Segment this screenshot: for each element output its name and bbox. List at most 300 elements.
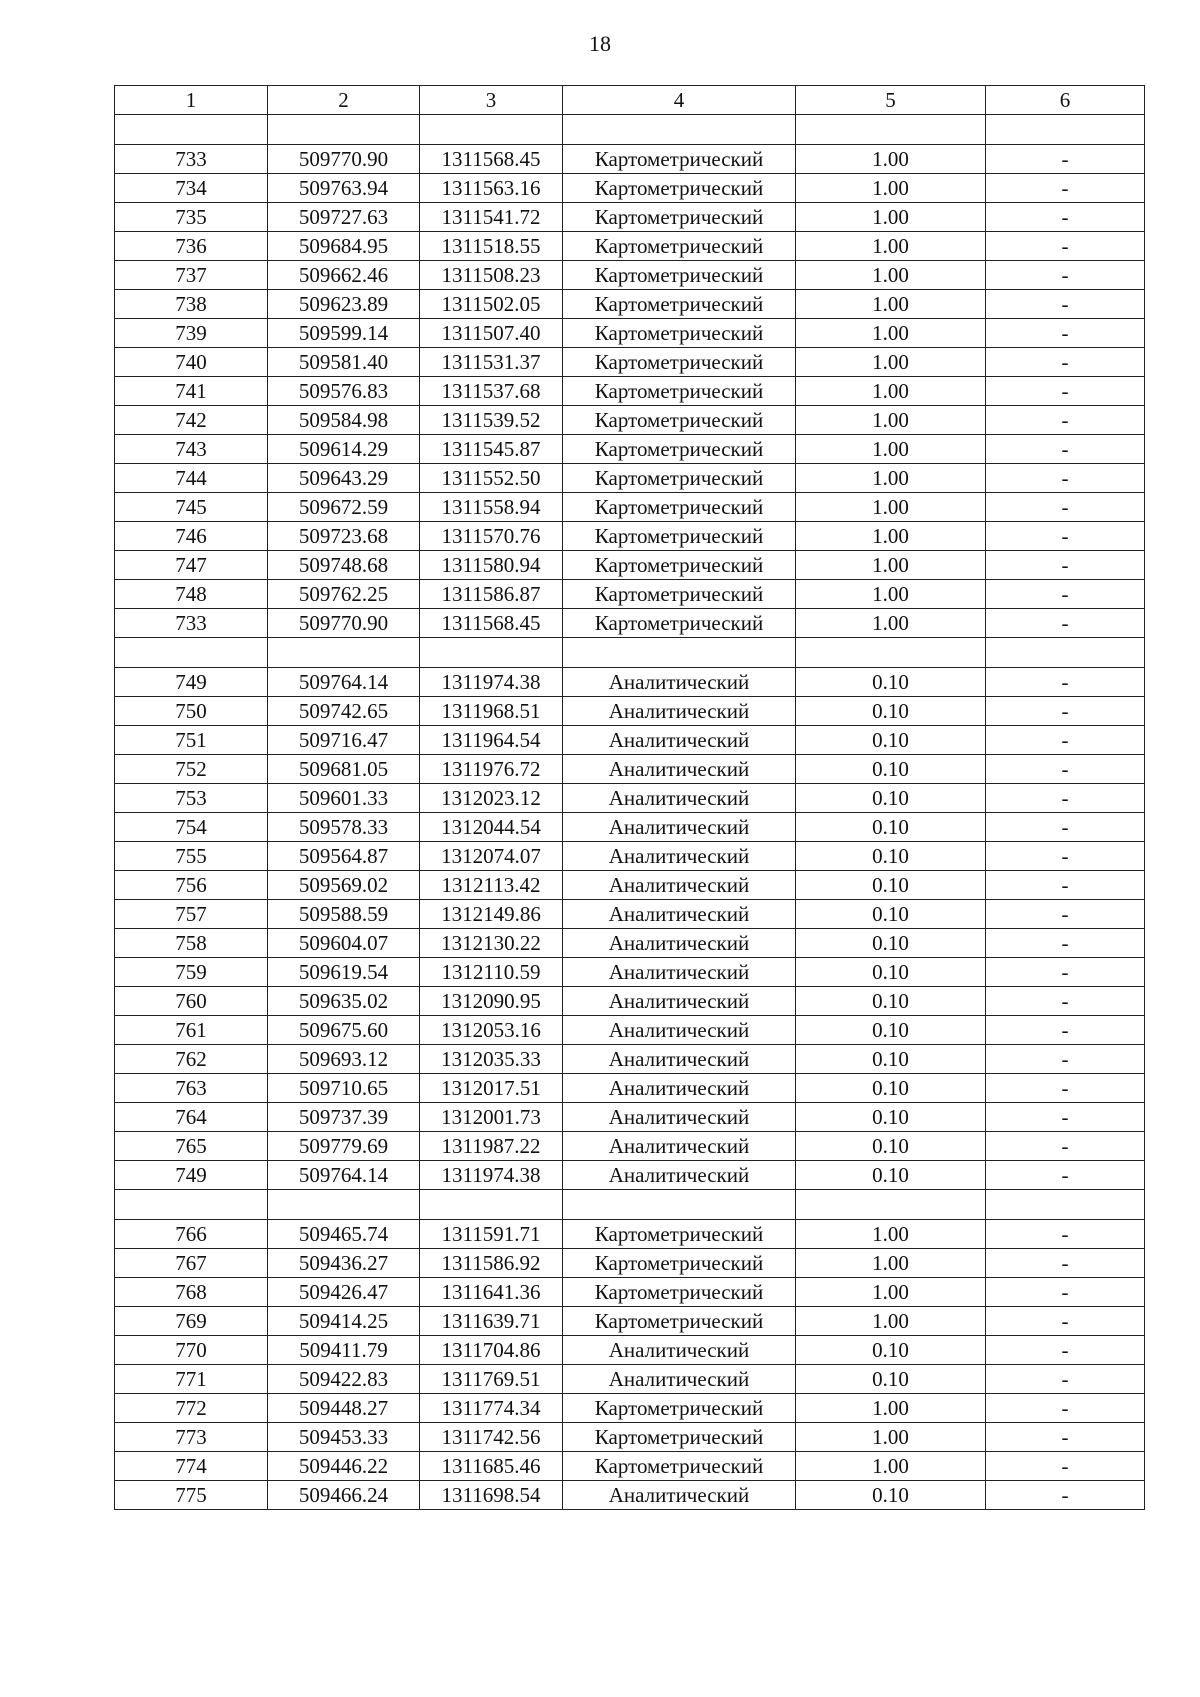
description-cell: - <box>986 406 1145 435</box>
point-number-cell: 748 <box>115 580 268 609</box>
method-cell: Аналитический <box>563 958 796 987</box>
x-coordinate-cell: 509446.22 <box>268 1452 420 1481</box>
empty-cell <box>796 1190 986 1220</box>
point-number-cell: 733 <box>115 609 268 638</box>
description-cell: - <box>986 1074 1145 1103</box>
empty-cell <box>986 1190 1145 1220</box>
method-cell: Картометрический <box>563 1220 796 1249</box>
x-coordinate-cell: 509764.14 <box>268 1161 420 1190</box>
x-coordinate-cell: 509588.59 <box>268 900 420 929</box>
y-coordinate-cell: 1312035.33 <box>420 1045 563 1074</box>
point-number-cell: 737 <box>115 261 268 290</box>
x-coordinate-cell: 509723.68 <box>268 522 420 551</box>
column-number-header: 6 <box>986 86 1145 115</box>
table-row <box>115 1220 1145 1249</box>
description-cell: - <box>986 1132 1145 1161</box>
y-coordinate-cell: 1312023.12 <box>420 784 563 813</box>
point-number-cell: 751 <box>115 726 268 755</box>
table-row <box>115 406 1145 435</box>
point-number-cell: 764 <box>115 1103 268 1132</box>
description-cell: - <box>986 348 1145 377</box>
method-cell: Картометрический <box>563 1452 796 1481</box>
point-number-cell: 768 <box>115 1278 268 1307</box>
method-cell: Картометрический <box>563 377 796 406</box>
x-coordinate-cell: 509466.24 <box>268 1481 420 1510</box>
y-coordinate-cell: 1311586.92 <box>420 1249 563 1278</box>
accuracy-cell: 1.00 <box>796 435 986 464</box>
table-row <box>115 1481 1145 1510</box>
y-coordinate-cell: 1312110.59 <box>420 958 563 987</box>
table-row <box>115 1045 1145 1074</box>
point-number-cell: 736 <box>115 232 268 261</box>
x-coordinate-cell: 509763.94 <box>268 174 420 203</box>
x-coordinate-cell: 509770.90 <box>268 609 420 638</box>
description-cell: - <box>986 813 1145 842</box>
point-number-cell: 762 <box>115 1045 268 1074</box>
x-coordinate-cell: 509779.69 <box>268 1132 420 1161</box>
table-row <box>115 900 1145 929</box>
y-coordinate-cell: 1311568.45 <box>420 609 563 638</box>
accuracy-cell: 1.00 <box>796 261 986 290</box>
description-cell: - <box>986 1423 1145 1452</box>
method-cell: Картометрический <box>563 464 796 493</box>
method-cell: Картометрический <box>563 522 796 551</box>
point-number-cell: 744 <box>115 464 268 493</box>
description-cell: - <box>986 522 1145 551</box>
x-coordinate-cell: 509635.02 <box>268 987 420 1016</box>
table-row <box>115 1365 1145 1394</box>
point-number-cell: 770 <box>115 1336 268 1365</box>
y-coordinate-cell: 1311976.72 <box>420 755 563 784</box>
description-cell: - <box>986 900 1145 929</box>
y-coordinate-cell: 1311502.05 <box>420 290 563 319</box>
empty-cell <box>115 638 268 668</box>
x-coordinate-cell: 509448.27 <box>268 1394 420 1423</box>
empty-cell <box>268 1190 420 1220</box>
point-number-cell: 746 <box>115 522 268 551</box>
y-coordinate-cell: 1311539.52 <box>420 406 563 435</box>
description-cell: - <box>986 1161 1145 1190</box>
description-cell: - <box>986 319 1145 348</box>
x-coordinate-cell: 509643.29 <box>268 464 420 493</box>
empty-cell <box>563 1190 796 1220</box>
description-cell: - <box>986 958 1145 987</box>
method-cell: Картометрический <box>563 551 796 580</box>
coordinates-table <box>114 85 1145 1510</box>
table-row <box>115 580 1145 609</box>
method-cell: Картометрический <box>563 1307 796 1336</box>
point-number-cell: 742 <box>115 406 268 435</box>
method-cell: Картометрический <box>563 609 796 638</box>
empty-cell <box>268 638 420 668</box>
table-row <box>115 464 1145 493</box>
accuracy-cell: 0.10 <box>796 697 986 726</box>
accuracy-cell: 0.10 <box>796 1016 986 1045</box>
empty-cell <box>420 115 563 145</box>
y-coordinate-cell: 1311704.86 <box>420 1336 563 1365</box>
method-cell: Картометрический <box>563 232 796 261</box>
table-row <box>115 493 1145 522</box>
accuracy-cell: 1.00 <box>796 1249 986 1278</box>
point-number-cell: 767 <box>115 1249 268 1278</box>
table-row <box>115 1336 1145 1365</box>
table-row <box>115 813 1145 842</box>
table-row <box>115 1016 1145 1045</box>
table-row <box>115 377 1145 406</box>
accuracy-cell: 1.00 <box>796 551 986 580</box>
table-row <box>115 522 1145 551</box>
description-cell: - <box>986 726 1145 755</box>
point-number-cell: 735 <box>115 203 268 232</box>
table-gap-row <box>115 115 1145 145</box>
description-cell: - <box>986 1249 1145 1278</box>
accuracy-cell: 1.00 <box>796 377 986 406</box>
method-cell: Картометрический <box>563 319 796 348</box>
description-cell: - <box>986 1220 1145 1249</box>
accuracy-cell: 1.00 <box>796 1394 986 1423</box>
accuracy-cell: 1.00 <box>796 232 986 261</box>
description-cell: - <box>986 1278 1145 1307</box>
method-cell: Картометрический <box>563 261 796 290</box>
accuracy-cell: 1.00 <box>796 145 986 174</box>
accuracy-cell: 1.00 <box>796 348 986 377</box>
table-row <box>115 1074 1145 1103</box>
table-row <box>115 755 1145 784</box>
method-cell: Картометрический <box>563 580 796 609</box>
point-number-cell: 774 <box>115 1452 268 1481</box>
description-cell: - <box>986 609 1145 638</box>
y-coordinate-cell: 1312001.73 <box>420 1103 563 1132</box>
page-number: 18 <box>589 31 611 56</box>
x-coordinate-cell: 509619.54 <box>268 958 420 987</box>
table-header-row <box>115 86 1145 115</box>
table-row <box>115 842 1145 871</box>
description-cell: - <box>986 145 1145 174</box>
y-coordinate-cell: 1312053.16 <box>420 1016 563 1045</box>
point-number-cell: 756 <box>115 871 268 900</box>
method-cell: Аналитический <box>563 1336 796 1365</box>
method-cell: Картометрический <box>563 1394 796 1423</box>
accuracy-cell: 1.00 <box>796 1278 986 1307</box>
accuracy-cell: 0.10 <box>796 1074 986 1103</box>
point-number-cell: 740 <box>115 348 268 377</box>
y-coordinate-cell: 1311685.46 <box>420 1452 563 1481</box>
description-cell: - <box>986 784 1145 813</box>
point-number-cell: 760 <box>115 987 268 1016</box>
point-number-cell: 763 <box>115 1074 268 1103</box>
y-coordinate-cell: 1311769.51 <box>420 1365 563 1394</box>
x-coordinate-cell: 509578.33 <box>268 813 420 842</box>
y-coordinate-cell: 1311987.22 <box>420 1132 563 1161</box>
empty-cell <box>986 115 1145 145</box>
y-coordinate-cell: 1311586.87 <box>420 580 563 609</box>
description-cell: - <box>986 174 1145 203</box>
point-number-cell: 734 <box>115 174 268 203</box>
point-number-cell: 771 <box>115 1365 268 1394</box>
y-coordinate-cell: 1312113.42 <box>420 871 563 900</box>
point-number-cell: 749 <box>115 668 268 697</box>
method-cell: Аналитический <box>563 1074 796 1103</box>
y-coordinate-cell: 1311964.54 <box>420 726 563 755</box>
point-number-cell: 775 <box>115 1481 268 1510</box>
method-cell: Аналитический <box>563 900 796 929</box>
x-coordinate-cell: 509675.60 <box>268 1016 420 1045</box>
description-cell: - <box>986 842 1145 871</box>
x-coordinate-cell: 509727.63 <box>268 203 420 232</box>
method-cell: Аналитический <box>563 1045 796 1074</box>
method-cell: Картометрический <box>563 1423 796 1452</box>
x-coordinate-cell: 509662.46 <box>268 261 420 290</box>
x-coordinate-cell: 509742.65 <box>268 697 420 726</box>
x-coordinate-cell: 509414.25 <box>268 1307 420 1336</box>
point-number-cell: 765 <box>115 1132 268 1161</box>
method-cell: Картометрический <box>563 145 796 174</box>
x-coordinate-cell: 509693.12 <box>268 1045 420 1074</box>
y-coordinate-cell: 1311507.40 <box>420 319 563 348</box>
point-number-cell: 733 <box>115 145 268 174</box>
description-cell: - <box>986 377 1145 406</box>
empty-cell <box>796 115 986 145</box>
accuracy-cell: 0.10 <box>796 1103 986 1132</box>
accuracy-cell: 0.10 <box>796 1481 986 1510</box>
description-cell: - <box>986 697 1145 726</box>
accuracy-cell: 0.10 <box>796 784 986 813</box>
column-number-header: 2 <box>268 86 420 115</box>
accuracy-cell: 1.00 <box>796 522 986 551</box>
x-coordinate-cell: 509584.98 <box>268 406 420 435</box>
y-coordinate-cell: 1312130.22 <box>420 929 563 958</box>
description-cell: - <box>986 1307 1145 1336</box>
y-coordinate-cell: 1311974.38 <box>420 1161 563 1190</box>
accuracy-cell: 0.10 <box>796 842 986 871</box>
table-row <box>115 203 1145 232</box>
description-cell: - <box>986 668 1145 697</box>
table-row <box>115 609 1145 638</box>
x-coordinate-cell: 509411.79 <box>268 1336 420 1365</box>
method-cell: Аналитический <box>563 784 796 813</box>
point-number-cell: 759 <box>115 958 268 987</box>
description-cell: - <box>986 987 1145 1016</box>
accuracy-cell: 1.00 <box>796 609 986 638</box>
y-coordinate-cell: 1311570.76 <box>420 522 563 551</box>
method-cell: Аналитический <box>563 871 796 900</box>
table-gap-row <box>115 1190 1145 1220</box>
point-number-cell: 772 <box>115 1394 268 1423</box>
table-row <box>115 145 1145 174</box>
accuracy-cell: 1.00 <box>796 319 986 348</box>
accuracy-cell: 0.10 <box>796 1161 986 1190</box>
empty-cell <box>115 115 268 145</box>
y-coordinate-cell: 1312017.51 <box>420 1074 563 1103</box>
method-cell: Аналитический <box>563 987 796 1016</box>
x-coordinate-cell: 509623.89 <box>268 290 420 319</box>
x-coordinate-cell: 509672.59 <box>268 493 420 522</box>
method-cell: Картометрический <box>563 406 796 435</box>
table-row <box>115 726 1145 755</box>
accuracy-cell: 1.00 <box>796 1452 986 1481</box>
method-cell: Картометрический <box>563 1249 796 1278</box>
accuracy-cell: 1.00 <box>796 464 986 493</box>
table-row <box>115 435 1145 464</box>
method-cell: Аналитический <box>563 697 796 726</box>
description-cell: - <box>986 261 1145 290</box>
table-row <box>115 1307 1145 1336</box>
table-row <box>115 1452 1145 1481</box>
column-number-header: 1 <box>115 86 268 115</box>
x-coordinate-cell: 509581.40 <box>268 348 420 377</box>
x-coordinate-cell: 509422.83 <box>268 1365 420 1394</box>
table-row <box>115 668 1145 697</box>
y-coordinate-cell: 1311641.36 <box>420 1278 563 1307</box>
description-cell: - <box>986 232 1145 261</box>
description-cell: - <box>986 464 1145 493</box>
accuracy-cell: 0.10 <box>796 668 986 697</box>
point-number-cell: 758 <box>115 929 268 958</box>
y-coordinate-cell: 1311558.94 <box>420 493 563 522</box>
y-coordinate-cell: 1311552.50 <box>420 464 563 493</box>
accuracy-cell: 0.10 <box>796 987 986 1016</box>
accuracy-cell: 1.00 <box>796 1307 986 1336</box>
empty-cell <box>115 1190 268 1220</box>
description-cell: - <box>986 1394 1145 1423</box>
y-coordinate-cell: 1311580.94 <box>420 551 563 580</box>
y-coordinate-cell: 1311541.72 <box>420 203 563 232</box>
x-coordinate-cell: 509604.07 <box>268 929 420 958</box>
point-number-cell: 773 <box>115 1423 268 1452</box>
y-coordinate-cell: 1311591.71 <box>420 1220 563 1249</box>
y-coordinate-cell: 1311639.71 <box>420 1307 563 1336</box>
y-coordinate-cell: 1311968.51 <box>420 697 563 726</box>
point-number-cell: 749 <box>115 1161 268 1190</box>
accuracy-cell: 0.10 <box>796 1132 986 1161</box>
x-coordinate-cell: 509762.25 <box>268 580 420 609</box>
table-row <box>115 784 1145 813</box>
y-coordinate-cell: 1311537.68 <box>420 377 563 406</box>
method-cell: Аналитический <box>563 1481 796 1510</box>
accuracy-cell: 1.00 <box>796 203 986 232</box>
description-cell: - <box>986 290 1145 319</box>
point-number-cell: 738 <box>115 290 268 319</box>
accuracy-cell: 1.00 <box>796 174 986 203</box>
x-coordinate-cell: 509737.39 <box>268 1103 420 1132</box>
accuracy-cell: 0.10 <box>796 929 986 958</box>
description-cell: - <box>986 435 1145 464</box>
table-row <box>115 261 1145 290</box>
description-cell: - <box>986 493 1145 522</box>
y-coordinate-cell: 1311531.37 <box>420 348 563 377</box>
method-cell: Картометрический <box>563 203 796 232</box>
accuracy-cell: 0.10 <box>796 726 986 755</box>
method-cell: Картометрический <box>563 435 796 464</box>
description-cell: - <box>986 1103 1145 1132</box>
y-coordinate-cell: 1311742.56 <box>420 1423 563 1452</box>
point-number-cell: 754 <box>115 813 268 842</box>
x-coordinate-cell: 509465.74 <box>268 1220 420 1249</box>
x-coordinate-cell: 509681.05 <box>268 755 420 784</box>
table-row <box>115 1249 1145 1278</box>
description-cell: - <box>986 1016 1145 1045</box>
y-coordinate-cell: 1312090.95 <box>420 987 563 1016</box>
method-cell: Аналитический <box>563 755 796 784</box>
y-coordinate-cell: 1311568.45 <box>420 145 563 174</box>
accuracy-cell: 0.10 <box>796 755 986 784</box>
table-row <box>115 1278 1145 1307</box>
table-gap-row <box>115 638 1145 668</box>
accuracy-cell: 0.10 <box>796 958 986 987</box>
method-cell: Аналитический <box>563 1365 796 1394</box>
x-coordinate-cell: 509748.68 <box>268 551 420 580</box>
accuracy-cell: 1.00 <box>796 493 986 522</box>
method-cell: Картометрический <box>563 348 796 377</box>
empty-cell <box>420 638 563 668</box>
description-cell: - <box>986 551 1145 580</box>
y-coordinate-cell: 1311545.87 <box>420 435 563 464</box>
point-number-cell: 743 <box>115 435 268 464</box>
method-cell: Аналитический <box>563 1161 796 1190</box>
accuracy-cell: 1.00 <box>796 1423 986 1452</box>
x-coordinate-cell: 509436.27 <box>268 1249 420 1278</box>
table-row <box>115 290 1145 319</box>
point-number-cell: 769 <box>115 1307 268 1336</box>
x-coordinate-cell: 509569.02 <box>268 871 420 900</box>
method-cell: Картометрический <box>563 493 796 522</box>
x-coordinate-cell: 509684.95 <box>268 232 420 261</box>
empty-cell <box>563 115 796 145</box>
point-number-cell: 747 <box>115 551 268 580</box>
point-number-cell: 766 <box>115 1220 268 1249</box>
empty-cell <box>420 1190 563 1220</box>
description-cell: - <box>986 1336 1145 1365</box>
point-number-cell: 753 <box>115 784 268 813</box>
x-coordinate-cell: 509599.14 <box>268 319 420 348</box>
x-coordinate-cell: 509764.14 <box>268 668 420 697</box>
x-coordinate-cell: 509576.83 <box>268 377 420 406</box>
y-coordinate-cell: 1311508.23 <box>420 261 563 290</box>
table-row <box>115 1423 1145 1452</box>
method-cell: Аналитический <box>563 1132 796 1161</box>
x-coordinate-cell: 509614.29 <box>268 435 420 464</box>
empty-cell <box>563 638 796 668</box>
x-coordinate-cell: 509453.33 <box>268 1423 420 1452</box>
empty-cell <box>986 638 1145 668</box>
x-coordinate-cell: 509710.65 <box>268 1074 420 1103</box>
table-row <box>115 987 1145 1016</box>
point-number-cell: 755 <box>115 842 268 871</box>
y-coordinate-cell: 1312044.54 <box>420 813 563 842</box>
y-coordinate-cell: 1311563.16 <box>420 174 563 203</box>
description-cell: - <box>986 1045 1145 1074</box>
method-cell: Картометрический <box>563 174 796 203</box>
method-cell: Аналитический <box>563 1103 796 1132</box>
y-coordinate-cell: 1311518.55 <box>420 232 563 261</box>
table-row <box>115 697 1145 726</box>
accuracy-cell: 1.00 <box>796 580 986 609</box>
x-coordinate-cell: 509770.90 <box>268 145 420 174</box>
x-coordinate-cell: 509564.87 <box>268 842 420 871</box>
x-coordinate-cell: 509716.47 <box>268 726 420 755</box>
accuracy-cell: 0.10 <box>796 1336 986 1365</box>
column-number-header: 4 <box>563 86 796 115</box>
description-cell: - <box>986 1481 1145 1510</box>
table-row <box>115 1103 1145 1132</box>
column-number-header: 3 <box>420 86 563 115</box>
accuracy-cell: 0.10 <box>796 900 986 929</box>
x-coordinate-cell: 509601.33 <box>268 784 420 813</box>
table-row <box>115 232 1145 261</box>
table-row <box>115 319 1145 348</box>
table-row <box>115 551 1145 580</box>
point-number-cell: 752 <box>115 755 268 784</box>
